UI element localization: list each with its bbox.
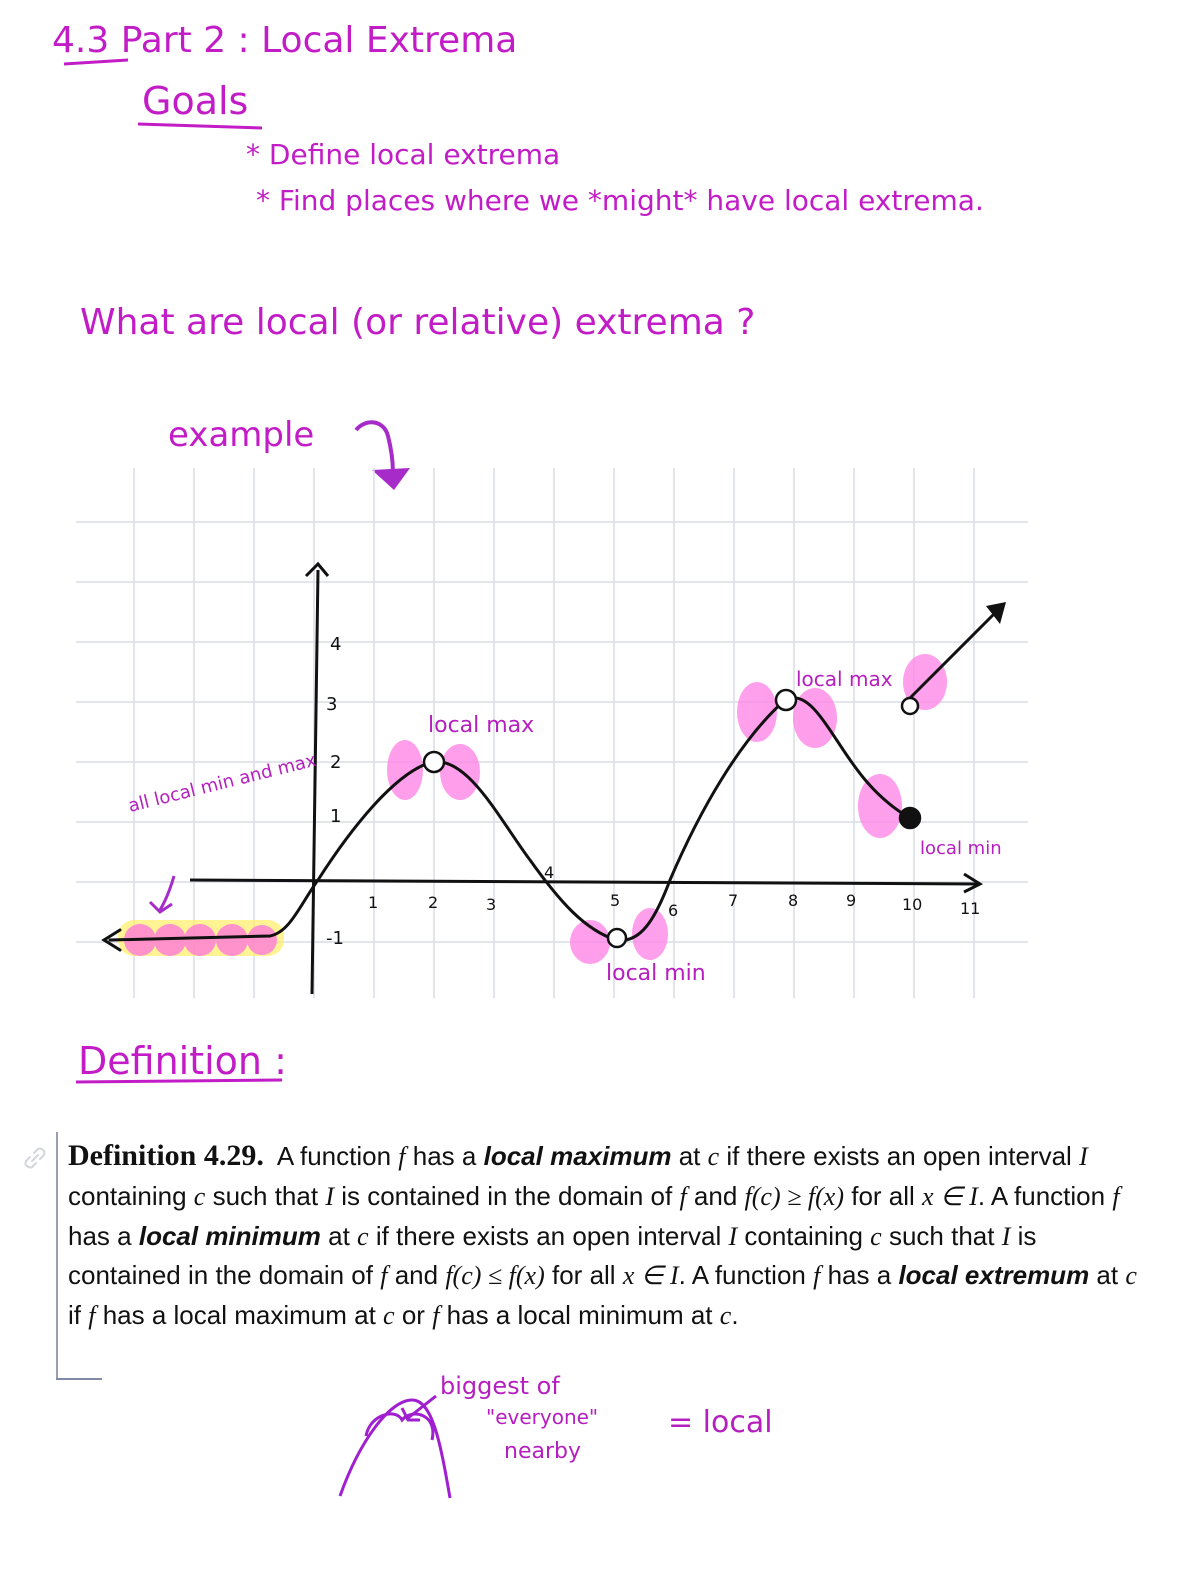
def-text-s2b: has a — [68, 1220, 132, 1251]
definition-heading: Definition : — [78, 1039, 287, 1083]
def-text-s1g: is contained in the domain of — [341, 1180, 673, 1211]
x-tick-7: 7 — [728, 891, 739, 910]
term-local-extremum: local extremum — [898, 1260, 1090, 1291]
math-x-in-I: x ∈ I — [922, 1181, 978, 1211]
annotation-local-min-1: local min — [606, 961, 706, 986]
def-text-s3a: A function — [691, 1260, 806, 1291]
goal-item-1: * Define local extrema — [246, 138, 561, 171]
math-c: c — [383, 1301, 395, 1331]
math-f: f — [679, 1181, 687, 1211]
def-text-s1d: if there exists an open interval — [726, 1141, 1072, 1171]
y-axis-ticks — [326, 634, 344, 949]
term-local-maximum: local maximum — [483, 1141, 672, 1171]
note-line-1: biggest of — [440, 1372, 560, 1400]
graph-grid — [76, 468, 1028, 998]
def-text-s2g: is contained in the domain of — [68, 1220, 1037, 1291]
math-I: I — [1079, 1142, 1088, 1171]
math-f: f — [432, 1301, 440, 1331]
def-text-s3g: has a local minimum at — [446, 1300, 713, 1331]
x-tick-10: 10 — [902, 895, 923, 914]
math-fc-le-fx: f(c) ≤ f(x) — [445, 1261, 545, 1291]
def-text-s1c: at — [678, 1141, 701, 1171]
def-text-s3c: at — [1096, 1260, 1119, 1291]
def-text-s2i: for all — [552, 1260, 616, 1291]
math-c: c — [193, 1181, 206, 1211]
def-text-s3f: or — [401, 1300, 425, 1331]
x-tick-2: 2 — [428, 893, 439, 912]
x-tick-8: 8 — [788, 891, 799, 910]
annotation-local-min-2: local min — [920, 838, 1002, 859]
x-tick-4: 4 — [544, 863, 555, 882]
def-text-s1i: for all — [851, 1180, 915, 1211]
def-text-s2e: containing — [744, 1220, 863, 1251]
example-label: example — [168, 415, 315, 455]
question-text: What are local (or relative) extrema ? — [80, 302, 756, 343]
x-tick-9: 9 — [846, 891, 857, 910]
y-tick-neg1: -1 — [326, 928, 344, 949]
def-text-s2h: and — [394, 1260, 439, 1291]
goals-underline — [138, 124, 262, 128]
math-x-in-I: x ∈ I — [622, 1261, 679, 1291]
math-fc-ge-fx: f(c) ≥ f(x) — [744, 1181, 844, 1211]
arrowhead-icon — [372, 468, 410, 490]
x-tick-3: 3 — [486, 895, 497, 914]
math-f: f — [380, 1261, 388, 1291]
y-tick-4: 4 — [330, 634, 342, 655]
note-line-3: nearby — [504, 1439, 581, 1464]
note-result: = local — [668, 1405, 773, 1440]
math-c: c — [719, 1301, 732, 1331]
def-text-s1b: has a — [412, 1141, 477, 1171]
math-c: c — [870, 1221, 882, 1251]
math-c: c — [1125, 1261, 1137, 1291]
def-text-s2f: such that — [888, 1220, 995, 1251]
goal-item-2: * Find places where we *might* have local extrema. — [256, 184, 984, 217]
def-text-s1h: and — [693, 1180, 738, 1211]
y-tick-2: 2 — [330, 752, 342, 773]
x-tick-11: 11 — [960, 899, 981, 918]
y-tick-3: 3 — [326, 694, 338, 715]
math-f: f — [813, 1261, 821, 1291]
note-line-2: "everyone" — [486, 1405, 599, 1429]
page-heading: 4.3 Part 2 : Local Extrema — [52, 20, 518, 61]
def-text-s2a: A function — [990, 1180, 1106, 1211]
math-f: f — [398, 1142, 406, 1171]
def-text-s2c: at — [328, 1220, 350, 1251]
def-text-s1e: containing — [68, 1180, 187, 1211]
x-tick-6: 6 — [668, 901, 679, 920]
math-I: I — [728, 1221, 738, 1251]
definition-underline — [76, 1080, 282, 1082]
annotation-all-local: all local min and max — [126, 749, 319, 817]
annotation-local-max-1: local max — [428, 713, 535, 738]
definition-text: Definition 4.29. A function f has a local maximum at c if there exists an open interval I containing c such that I is contained in the domain of f and f(c) ≥ f(x) for all x ∈ I. A function f has a local minimum at c if there exists an open interval I containing c such that I is contained in the domain of f and f(c) ≤ f(x) for all x ∈ I. A function f has a local extremum at c if f has a local maximum at c or f has a local minimum at c. — [68, 1139, 1137, 1331]
link-icon[interactable] — [22, 1145, 48, 1171]
x-tick-1: 1 — [368, 893, 379, 912]
math-I: I — [325, 1181, 334, 1211]
math-I: I — [1001, 1221, 1011, 1251]
def-text-s2d: if there exists an open interval — [375, 1220, 722, 1251]
def-text-s1f: such that — [212, 1180, 319, 1211]
math-c: c — [357, 1221, 369, 1251]
def-text-s3e: has a local maximum at — [102, 1300, 376, 1331]
def-text-s3d: if — [68, 1300, 81, 1331]
definition-label: Definition 4.29. — [68, 1139, 264, 1172]
goals-title: Goals — [142, 79, 249, 123]
y-tick-1: 1 — [330, 806, 342, 827]
math-f: f — [1112, 1181, 1120, 1211]
term-local-minimum: local minimum — [138, 1220, 321, 1251]
highlight-marks — [118, 654, 947, 964]
def-text-s1a: A function — [276, 1141, 392, 1171]
definition-box-corner — [56, 1378, 102, 1380]
x-tick-5: 5 — [610, 891, 621, 910]
math-c: c — [707, 1142, 720, 1171]
def-text-s3b: has a — [827, 1260, 892, 1291]
math-f: f — [88, 1301, 96, 1331]
annotation-local-max-2: local max — [796, 667, 893, 691]
